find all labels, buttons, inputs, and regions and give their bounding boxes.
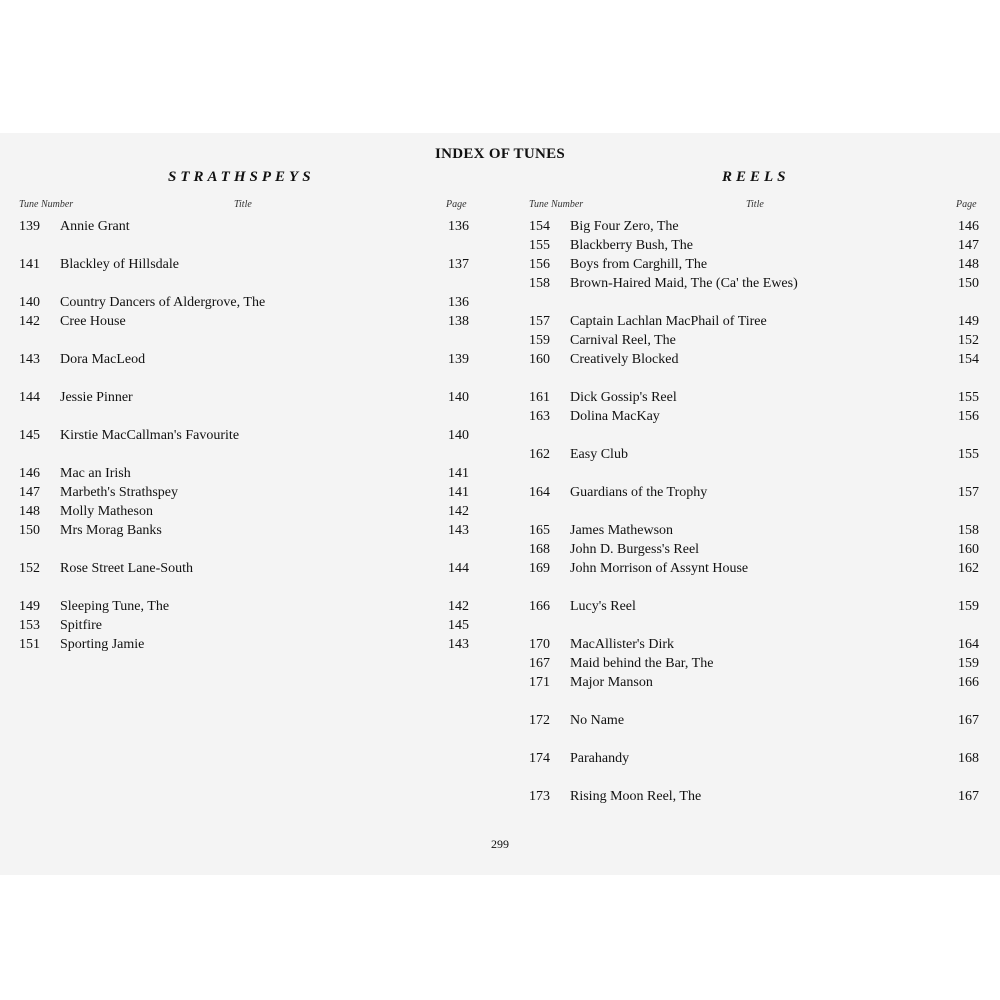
tune-title: Blackberry Bush, The: [570, 238, 693, 253]
tune-title: MacAllister's Dirk: [570, 637, 675, 652]
index-entry: [529, 408, 981, 426]
tune-number: 152: [19, 561, 40, 576]
page-ref: 167: [958, 713, 979, 728]
tune-title: Guardians of the Trophy: [570, 485, 708, 500]
tune-title: Cree House: [60, 314, 126, 329]
tune-number: 165: [529, 523, 550, 538]
tune-title: Boys from Carghill, The: [570, 257, 708, 272]
tune-number: 164: [529, 485, 550, 500]
index-entry: [529, 598, 981, 616]
tune-number: 146: [19, 466, 40, 481]
tune-title: Marbeth's Strathspey: [60, 485, 179, 500]
tune-number: 141: [19, 257, 40, 272]
page-ref: 139: [448, 352, 469, 367]
index-entry: [19, 294, 471, 312]
page-number: 299: [491, 837, 509, 851]
reels-number-header: Tune Number: [529, 199, 584, 210]
index-entry: [529, 332, 981, 350]
index-entry: [529, 484, 981, 502]
tune-title: Sporting Jamie: [60, 637, 145, 652]
index-entry: [19, 351, 471, 369]
tune-number: 162: [529, 447, 550, 462]
index-entry: [529, 750, 981, 768]
tune-title: Dick Gossip's Reel: [570, 390, 677, 405]
tune-number: 156: [529, 257, 550, 272]
tune-number: 161: [529, 390, 550, 405]
page-ref: 140: [448, 390, 469, 405]
index-entry: [19, 598, 471, 616]
tune-title: Dora MacLeod: [60, 352, 146, 367]
page-ref: 160: [958, 542, 979, 557]
index-entry: [529, 313, 981, 331]
tune-number: 153: [19, 618, 40, 633]
index-entry: [529, 389, 981, 407]
tune-title: Spitfire: [60, 618, 102, 633]
page-ref: 143: [448, 523, 469, 538]
index-entry: [19, 313, 471, 331]
tune-number: 163: [529, 409, 550, 424]
tune-title: Country Dancers of Aldergrove, The: [60, 295, 266, 310]
index-entry: [19, 465, 471, 483]
tune-title: Captain Lachlan MacPhail of Tiree: [570, 314, 767, 329]
tune-number: 166: [529, 599, 550, 614]
page-ref: 149: [958, 314, 979, 329]
tune-title: Sleeping Tune, The: [60, 599, 170, 614]
tune-title: Blackley of Hillsdale: [60, 257, 179, 272]
page-ref: 140: [448, 428, 469, 443]
index-entry: [19, 256, 471, 274]
tune-number: 157: [529, 314, 550, 329]
tune-number: 158: [529, 276, 550, 291]
page-ref: 143: [448, 637, 469, 652]
tune-number: 172: [529, 713, 550, 728]
page-ref: 159: [958, 599, 979, 614]
index-entry: [529, 218, 981, 236]
index-entry: [529, 560, 981, 578]
tune-title: Mrs Morag Banks: [60, 523, 162, 538]
tune-title: Carnival Reel, The: [570, 333, 676, 348]
tune-title: Mac an Irish: [60, 466, 131, 481]
page-ref: 152: [958, 333, 979, 348]
page-ref: 141: [448, 485, 469, 500]
index-entry: [529, 275, 981, 293]
tune-number: 167: [529, 656, 550, 671]
page-ref: 148: [958, 257, 979, 272]
tune-number: 159: [529, 333, 550, 348]
page-ref: 146: [958, 219, 979, 234]
page-ref: 155: [958, 390, 979, 405]
page-ref: 159: [958, 656, 979, 671]
tune-number: 143: [19, 352, 40, 367]
strathspeys-heading: STRATHSPEYS: [168, 169, 315, 185]
page-ref: 155: [958, 447, 979, 462]
tune-title: James Mathewson: [570, 523, 674, 538]
tune-title: Jessie Pinner: [60, 390, 133, 405]
index-entry: [529, 788, 981, 806]
tune-number: 139: [19, 219, 40, 234]
tune-number: 169: [529, 561, 550, 576]
tune-number: 151: [19, 637, 40, 652]
page-ref: 158: [958, 523, 979, 538]
tune-title: Maid behind the Bar, The: [570, 656, 714, 671]
page-title: INDEX OF TUNES: [434, 146, 566, 162]
page-ref: 136: [448, 219, 469, 234]
page-ref: 137: [448, 257, 469, 272]
tune-number: 150: [19, 523, 40, 538]
tune-title: Lucy's Reel: [570, 599, 636, 614]
strathspeys-page-header: Page: [446, 199, 467, 210]
index-entry: [529, 522, 981, 540]
page-ref: 167: [958, 789, 979, 804]
tune-title: Parahandy: [570, 751, 630, 766]
index-entry: [529, 712, 981, 730]
tune-title: Easy Club: [570, 447, 628, 462]
index-entry: [529, 237, 981, 255]
page-ref: 164: [958, 637, 979, 652]
index-entry: [19, 503, 471, 521]
tune-number: 140: [19, 295, 40, 310]
tune-number: 147: [19, 485, 40, 500]
index-entry: [529, 655, 981, 673]
tune-title: No Name: [570, 713, 625, 728]
tune-number: 144: [19, 390, 40, 405]
tune-number: 168: [529, 542, 550, 557]
index-entry: [19, 560, 471, 578]
tune-title: Brown-Haired Maid, The (Ca' the Ewes): [570, 276, 798, 291]
index-page: [0, 133, 1000, 875]
reels-page-header: Page: [956, 199, 977, 210]
index-entry: [529, 541, 981, 559]
page-ref: 157: [958, 485, 979, 500]
tune-title: Rose Street Lane-South: [60, 561, 193, 576]
index-entry: [529, 674, 981, 692]
index-entry: [19, 484, 471, 502]
index-entry: [19, 427, 471, 445]
index-entry: [529, 446, 981, 464]
reels-title-header: Title: [746, 199, 764, 210]
page-ref: 138: [448, 314, 469, 329]
page-ref: 147: [958, 238, 979, 253]
page-ref: 142: [448, 599, 469, 614]
tune-number: 148: [19, 504, 40, 519]
tune-number: 170: [529, 637, 550, 652]
index-entry: [19, 617, 471, 635]
page-ref: 150: [958, 276, 979, 291]
reels-heading: REELS: [722, 169, 790, 185]
tune-title: Major Manson: [570, 675, 653, 690]
tune-number: 142: [19, 314, 40, 329]
index-entry: [19, 218, 471, 236]
index-entry: [19, 522, 471, 540]
tune-title: Creatively Blocked: [570, 352, 679, 367]
tune-number: 154: [529, 219, 550, 234]
index-entry: [529, 636, 981, 654]
page-ref: 144: [448, 561, 469, 576]
page-ref: 156: [958, 409, 979, 424]
tune-title: Big Four Zero, The: [570, 219, 679, 234]
page-ref: 166: [958, 675, 979, 690]
page-ref: 145: [448, 618, 469, 633]
page-ref: 162: [958, 561, 979, 576]
index-entry: [529, 256, 981, 274]
tune-title: John D. Burgess's Reel: [570, 542, 700, 557]
tune-title: Annie Grant: [60, 219, 130, 234]
tune-number: 171: [529, 675, 550, 690]
index-entry: [19, 636, 471, 654]
strathspeys-number-header: Tune Number: [19, 199, 74, 210]
tune-title: John Morrison of Assynt House: [570, 561, 749, 576]
index-entry: [529, 351, 981, 369]
tune-number: 155: [529, 238, 550, 253]
tune-title: Molly Matheson: [60, 504, 153, 519]
page-ref: 168: [958, 751, 979, 766]
tune-title: Rising Moon Reel, The: [570, 789, 702, 804]
tune-title: Dolina MacKay: [570, 409, 660, 424]
strathspeys-title-header: Title: [234, 199, 252, 210]
tune-number: 160: [529, 352, 550, 367]
page-ref: 141: [448, 466, 469, 481]
tune-number: 145: [19, 428, 40, 443]
tune-title: Kirstie MacCallman's Favourite: [60, 428, 240, 443]
page-ref: 142: [448, 504, 469, 519]
page-ref: 136: [448, 295, 469, 310]
tune-number: 173: [529, 789, 550, 804]
tune-number: 174: [529, 751, 550, 766]
tune-number: 149: [19, 599, 40, 614]
page-ref: 154: [958, 352, 979, 367]
index-entry: [19, 389, 471, 407]
